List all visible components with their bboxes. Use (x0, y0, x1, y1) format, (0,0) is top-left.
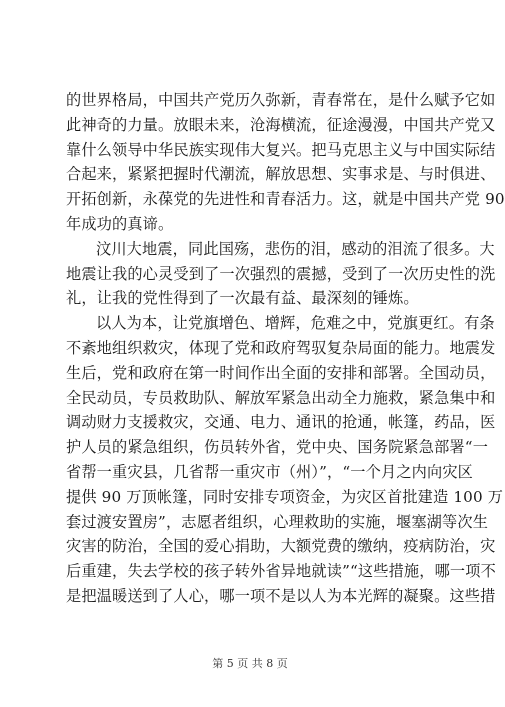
page-number-footer: 第 5 页 共 8 页 (212, 657, 288, 670)
text-line: 的世界格局，中国共产党历久弥新，青春常在，是什么赋予它如 (66, 91, 496, 109)
text-line: 灾害的防治，全国的爱心捐助，大额党费的缴纳，疫病防治，灾 (66, 537, 496, 556)
paragraph-first-line: 以人为本，让党旗增色、增辉，危难之中，党旗更红。有条 (96, 314, 495, 333)
text-line: 年成功的真谛。 (66, 214, 174, 233)
text-line: 礼，让我的党性得到了一次最有益、最深刻的锤炼。 (66, 289, 419, 308)
text-line: 靠什么领导中华民族实现伟大复兴。把马克思主义与中国实际结 (66, 140, 496, 159)
text-line: 后重建，失去学校的孩子转外省异地就读”“这些措施，哪一项不 (66, 562, 496, 581)
text-line: 提供 90 万顶帐篷，同时安排专项资金，为灾区首批建造 100 万 (66, 487, 504, 506)
text-line: 是把温暖送到了人心，哪一项不是以人为本光辉的凝聚。这些措 (66, 586, 496, 605)
body-text (66, 88, 505, 609)
text-line: 套过渡安置房”，志愿者组织，心理救助的实施，堰塞湖等次生 (66, 512, 489, 531)
text-line: 省帮一重灾县，几省帮一重灾市（州）”，“一个月之内向灾区 (66, 462, 474, 481)
text-line: 地震让我的心灵受到了一次强烈的震撼，受到了一次历史性的洗 (66, 264, 496, 283)
text-line: 全民动员，专员救助队、解放军紧急出动全力施救，紧急集中和 (66, 388, 496, 407)
text-line: 开拓创新，永葆党的先进性和青春活力。这，就是中国共产党 90 (66, 190, 505, 209)
text-line: 护人员的紧急组织，伤员转外省，党中央、国务院紧急部署“一 (66, 438, 489, 457)
paragraph-first-line: 汶川大地震，同此国殇，悲伤的泪，感动的泪流了很多。大 (96, 239, 495, 258)
text-line: 调动财力支援救灾，交通、电力、通讯的抢通，帐篷，药品，医 (66, 413, 496, 432)
text-line: 不紊地组织救灾，体现了党和政府驾驭复杂局面的能力。地震发 (66, 338, 496, 357)
text-line: 此神奇的力量。放眼未来，沧海横流，征途漫漫，中国共产党又 (66, 115, 496, 134)
text-line: 生后，党和政府在第一时间作出全面的安排和部署。全国动员， (66, 363, 496, 382)
text-line: 合起来，紧紧把握时代潮流，解放思想、实事求是、与时俱进、 (66, 165, 496, 184)
